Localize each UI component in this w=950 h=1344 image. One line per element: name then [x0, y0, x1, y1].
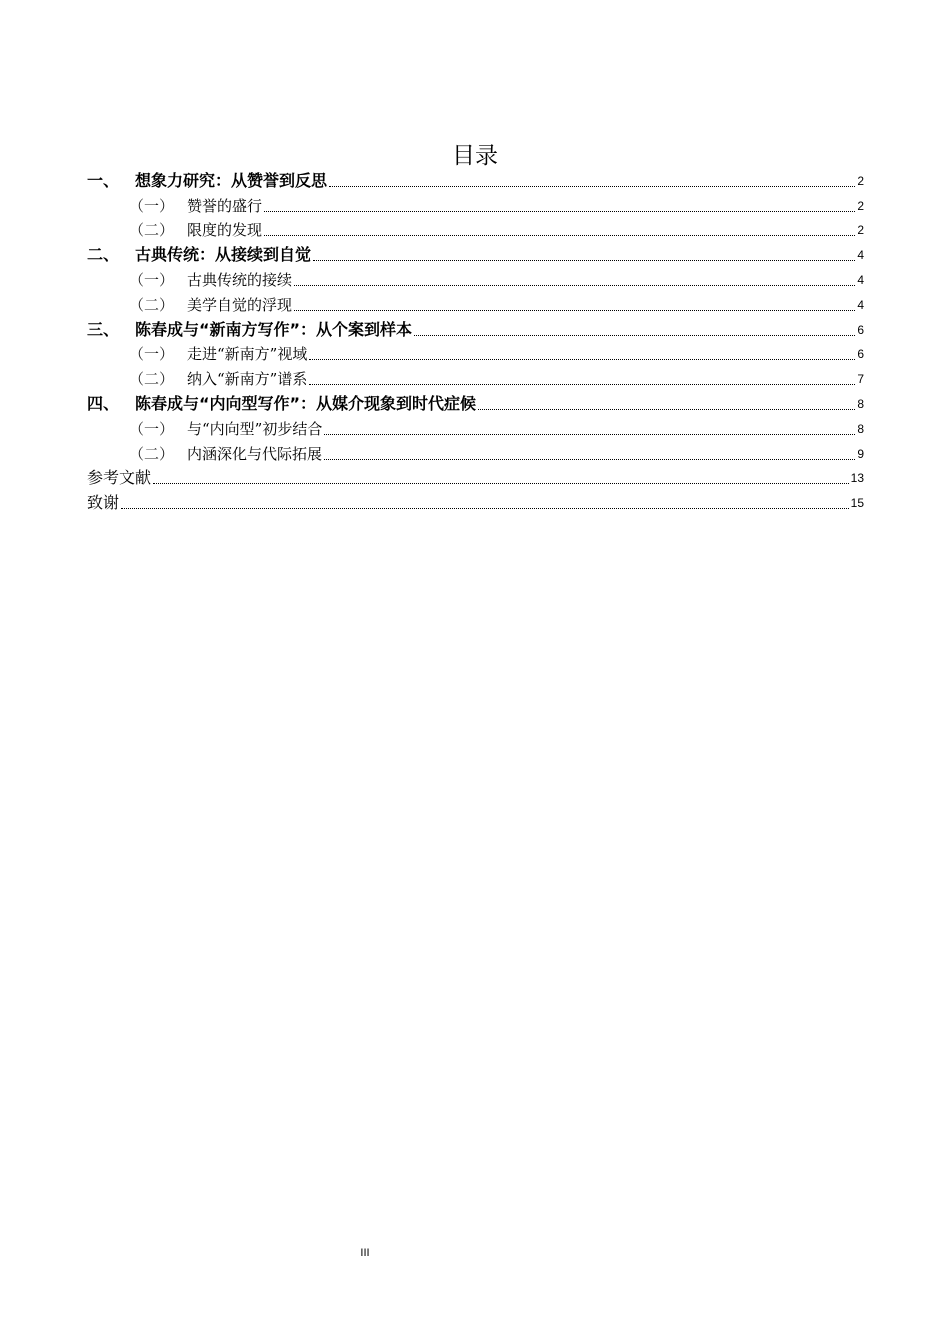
- toc-entry-page: 4: [857, 297, 864, 312]
- toc-entry-page: 8: [857, 421, 864, 436]
- page-number-footer: III: [360, 1247, 370, 1259]
- toc-entry-text: 陈春成与“新南方写作”：从个案到样本: [135, 319, 413, 339]
- toc-entry-text: 内涵深化与代际拓展: [187, 444, 323, 463]
- toc-entry-chapter-2[interactable]: [87, 240, 864, 265]
- toc-entry-text: 古典传统：从接续到自觉: [135, 245, 312, 265]
- toc-entry-number: （二）: [129, 221, 175, 240]
- toc-entry-number: （一）: [129, 270, 175, 289]
- toc-entry-page: 2: [857, 198, 864, 213]
- toc-entry-section-3-1[interactable]: [87, 340, 864, 365]
- toc-entry-text: 致谢: [87, 493, 120, 513]
- toc-entry-text: 纳入“新南方”谱系: [187, 370, 308, 389]
- dot-leader: [324, 459, 855, 460]
- toc-entry-references[interactable]: [87, 464, 864, 489]
- toc-entry-section-1-1[interactable]: [87, 191, 864, 216]
- toc-entry-number: （二）: [129, 295, 175, 314]
- toc-entry-chapter-3[interactable]: [87, 315, 864, 340]
- dot-leader: [294, 285, 855, 286]
- toc-entry-number: 一、: [87, 170, 120, 190]
- toc-entry-page: 8: [857, 396, 864, 411]
- dot-leader: [264, 235, 855, 236]
- toc-entry-text: 美学自觉的浮现: [187, 295, 293, 314]
- toc-entry-number: 二、: [87, 245, 120, 265]
- toc-entry-text: 古典传统的接续: [187, 270, 293, 289]
- toc-entry-page: 7: [857, 372, 864, 387]
- toc-entry-number: （二）: [129, 370, 175, 389]
- toc-entry-number: （一）: [129, 196, 175, 215]
- toc-entry-page: 13: [850, 471, 864, 486]
- toc-entry-number: （一）: [129, 345, 175, 364]
- toc-entry-page: 2: [857, 223, 864, 238]
- toc-entry-text: 想象力研究：从赞誉到反思: [135, 170, 328, 190]
- toc-entry-page: 15: [850, 496, 864, 511]
- toc-entry-page: 2: [857, 173, 864, 188]
- dot-leader: [294, 310, 855, 311]
- dot-leader: [313, 260, 855, 261]
- toc-entry-page: 4: [857, 272, 864, 287]
- toc-entry-text: 陈春成与“内向型写作”：从媒介现象到时代症候: [135, 393, 477, 413]
- dot-leader: [478, 409, 855, 410]
- toc-entry-page: 6: [857, 347, 864, 362]
- toc-list: [87, 166, 864, 513]
- dot-leader: [309, 384, 855, 385]
- toc-entry-number: （二）: [129, 444, 175, 463]
- toc-entry-text: 限度的发现: [187, 221, 263, 240]
- dot-leader: [264, 211, 855, 212]
- toc-entry-page: 9: [857, 446, 864, 461]
- dot-leader: [329, 186, 855, 187]
- toc-entry-text: 参考文献: [87, 468, 152, 488]
- toc-entry-section-2-2[interactable]: [87, 290, 864, 315]
- toc-entry-chapter-4[interactable]: [87, 389, 864, 414]
- toc-entry-number: （一）: [129, 419, 175, 438]
- toc-entry-section-3-2[interactable]: [87, 364, 864, 389]
- toc-entry-page: 6: [857, 322, 864, 337]
- toc-entry-page: 4: [857, 248, 864, 263]
- dot-leader: [309, 359, 855, 360]
- toc-entry-section-4-2[interactable]: [87, 439, 864, 464]
- toc-entry-section-1-2[interactable]: [87, 216, 864, 241]
- dot-leader: [414, 335, 855, 336]
- toc-title: 目录: [452, 143, 498, 170]
- toc-entry-chapter-1[interactable]: [87, 166, 864, 191]
- toc-entry-number: 四、: [87, 393, 120, 413]
- dot-leader: [153, 483, 849, 484]
- dot-leader: [121, 508, 849, 509]
- toc-entry-acknowledgements[interactable]: [87, 488, 864, 513]
- toc-entry-number: 三、: [87, 319, 120, 339]
- toc-entry-text: 与“内向型”初步结合: [187, 419, 323, 438]
- toc-entry-section-2-1[interactable]: [87, 265, 864, 290]
- dot-leader: [324, 434, 855, 435]
- toc-entry-section-4-1[interactable]: [87, 414, 864, 439]
- toc-entry-text: 走进“新南方”视域: [187, 345, 308, 364]
- toc-entry-text: 赞誉的盛行: [187, 196, 263, 215]
